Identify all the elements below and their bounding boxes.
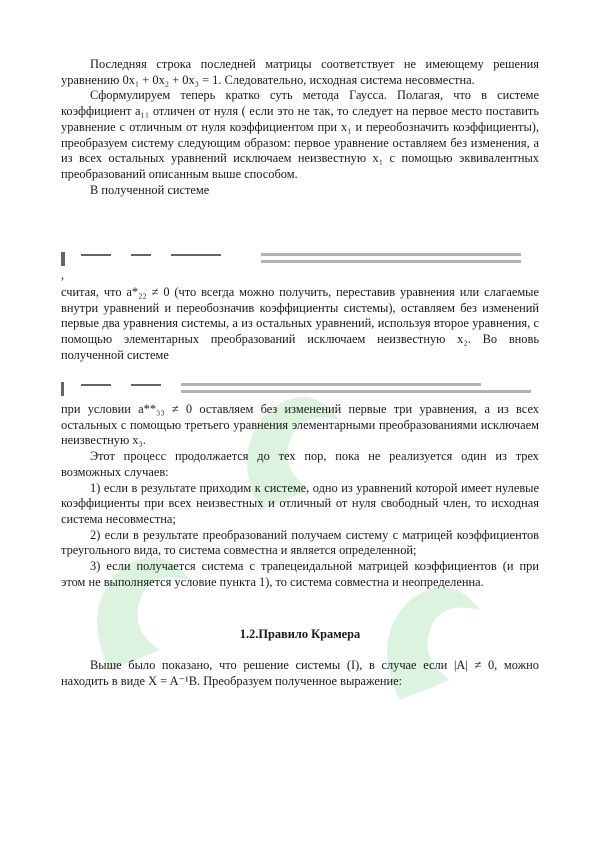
text-column-3 [61, 402, 539, 590]
list-item-case-2: 2) если в результате преобразований получаем систему с матрицей коэффициентов треугольного вида, то система совместна и является определенной; [61, 527, 539, 558]
paragraph-inconsistent: Последняя строка последней матрицы соответствует не имеющему решения уравнению 0x₁ + 0x₂ + 0x₃ = 1. Следовательно, исходная система несовместна. [61, 57, 539, 87]
text-column-4 [61, 658, 539, 689]
section-heading: 1.2.Правило Крамера [239, 627, 361, 641]
text-column-2 [61, 285, 539, 364]
list-item-case-1: 1) если в результате приходим к системе, одно из уравнений которой имеет нулевые коэффициенты при всех неизвестных и отличный от нуля свободный член, то исходная система несовместна; [61, 480, 539, 526]
system-matrix-image-2 [61, 380, 539, 398]
paragraph-gauss-method: Сформулируем теперь кратко суть метода Гаусса. Полагая, что в системе коэффициент a₁₁ отличен от нуля ( если это не так, то следует на первое место поставить уравнение с отличным от нуля коэффициентом при x₁ и переобозначить коэффициенты), преобразуем систему следующим образом: первое уравнение оставляем без изменения, а из всех остальных уравнений исключаем неизвестную x₁ с помощью эквивалентных преобразований описанным выше способом. [61, 88, 539, 181]
comma-mark: , [61, 268, 65, 282]
paragraph-obtained-system: В полученной системе [90, 182, 210, 197]
paragraph-cases-intro: Этот процесс продолжается до тех пор, пока не реализуется один из трех возможных случаев: [61, 449, 539, 479]
text-column [61, 57, 539, 198]
list-item-case-3: 3) если получается система с трапецеидальной матрицей коэффициентов (и при этом не выполняется условие пункта 1), то система совместна и неопределенна. [61, 559, 539, 589]
paragraph-third-step: при условии a**₃₃ ≠ 0 оставляем без изменений первые три уравнения, а из всех остальных с помощью третьего уравнения элементарными преобразованиями исключаем неизвестную x₃. [61, 402, 539, 448]
paragraph-cramer-intro: Выше было показано, что решение системы (I), в случае если |A| ≠ 0, можно находить в виде X = A⁻¹B. Преобразуем полученное выражение: [61, 658, 539, 688]
paragraph-second-step: считая, что a*₂₂ ≠ 0 (что всегда можно получить, переставив уравнения или слагаемые внутри уравнений и переобозначив коэффициенты системы), оставляем без изменений первые два уравнения системы, а из остальных уравнений, используя второе уравнения, с помощью элементарных преобразований исключаем неизвестную x₂. Во вновь полученной системе [61, 285, 539, 362]
system-matrix-image-1 [61, 250, 539, 268]
